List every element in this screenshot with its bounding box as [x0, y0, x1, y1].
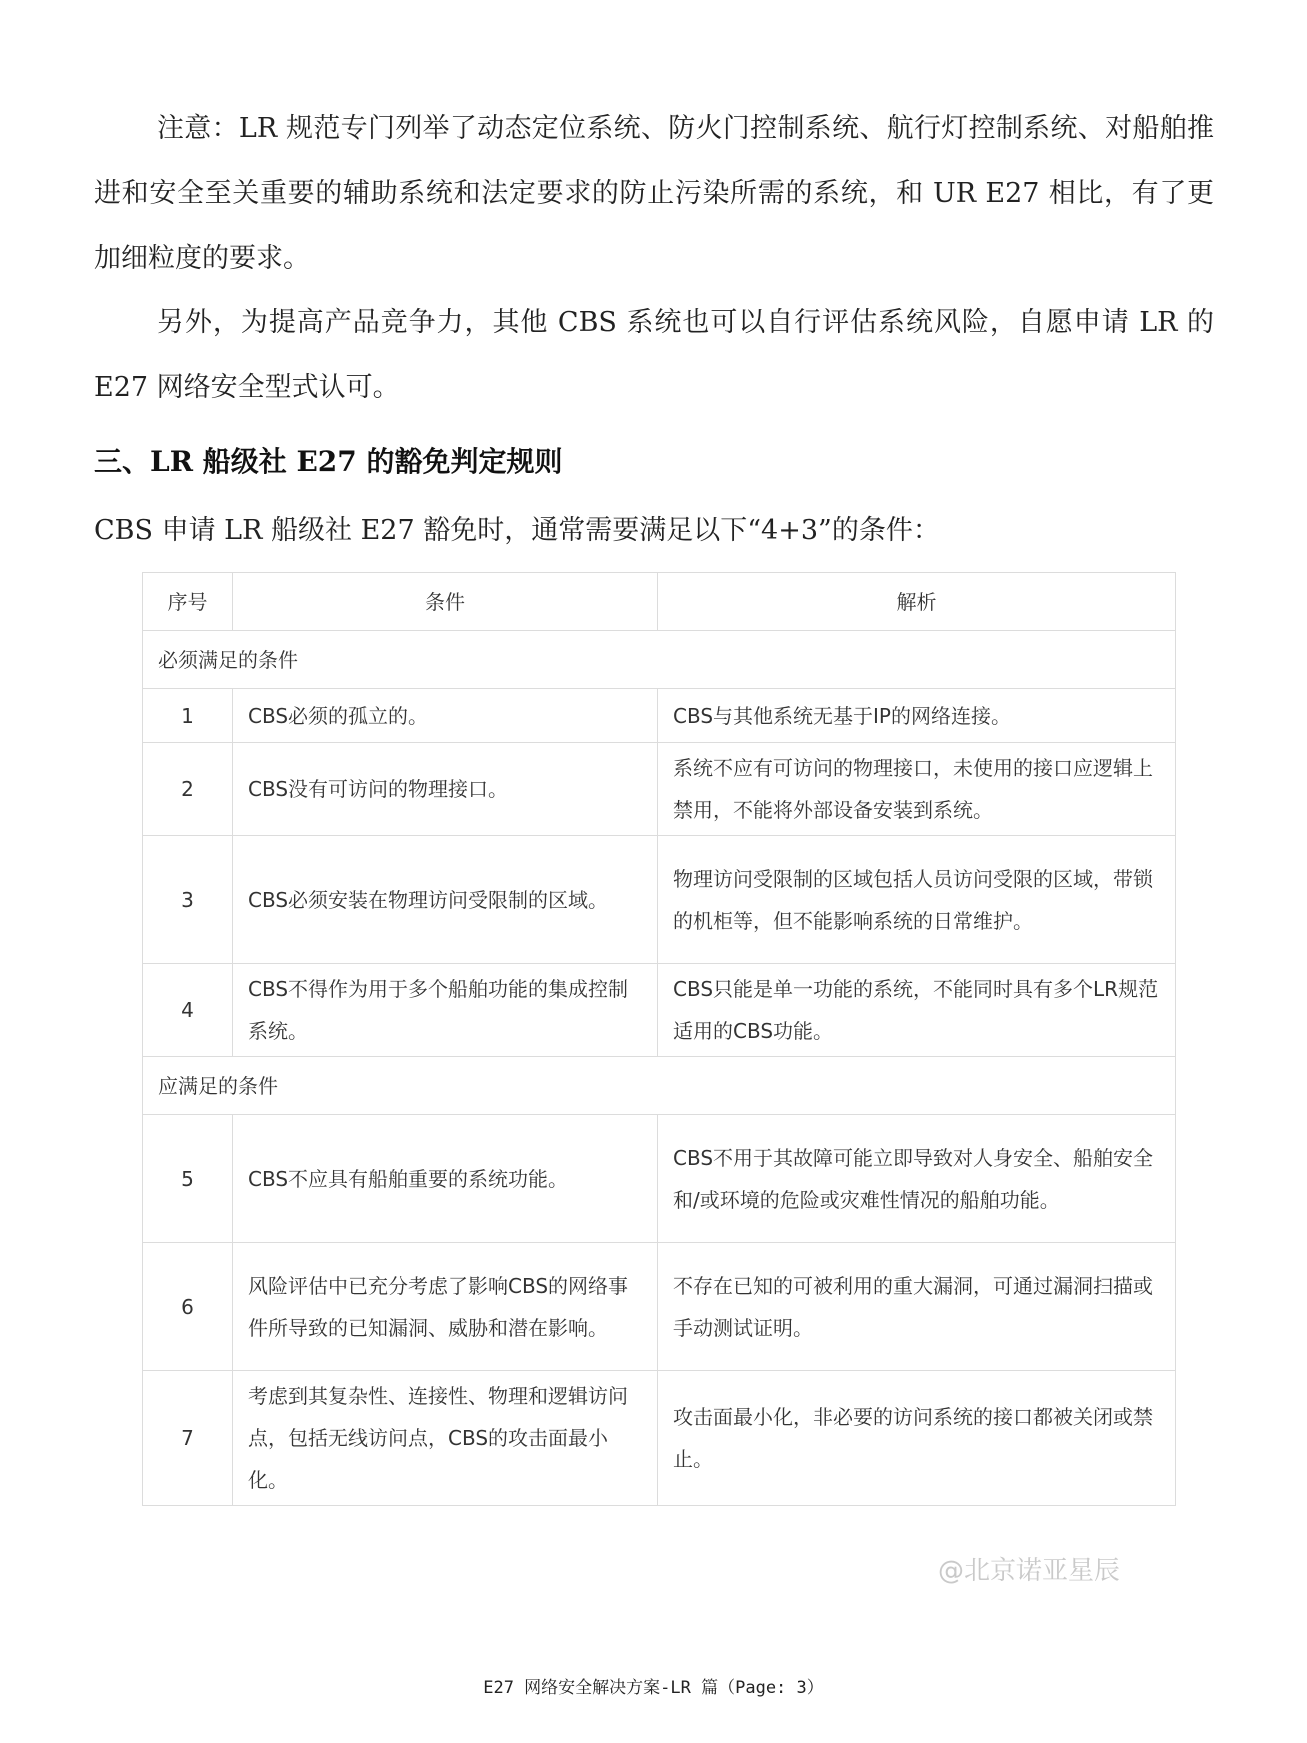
table-row [143, 1243, 1176, 1371]
note-paragraph: 注意：LR 规范专门列举了动态定位系统、防火门控制系统、航行灯控制系统、对船舶推进和安全至关重要的辅助系统和法定要求的防止污染所需的系统，和 UR E27 相比，有了更加细粒度的要求。 [94, 113, 1214, 274]
other-paragraph: 另外，为提高产品竞争力，其他 CBS 系统也可以自行评估系统风险，自愿申请 LR 的 E27 网络安全型式认可。 [94, 307, 1214, 403]
table-row [143, 836, 1176, 964]
table-row [143, 743, 1176, 836]
row-condition: 风险评估中已充分考虑了影响CBS的网络事件所导致的已知漏洞、威胁和潜在影响。 [233, 1243, 658, 1371]
table-row [143, 964, 1176, 1057]
table-row [143, 689, 1176, 743]
row-condition: CBS没有可访问的物理接口。 [233, 743, 658, 836]
row-number: 3 [143, 836, 233, 964]
row-condition: CBS不得作为用于多个船舶功能的集成控制系统。 [233, 964, 658, 1057]
header-number: 序号 [143, 573, 233, 631]
row-condition: CBS不应具有船舶重要的系统功能。 [233, 1115, 658, 1243]
header-condition: 条件 [233, 573, 658, 631]
row-condition: CBS必须的孤立的。 [233, 689, 658, 743]
row-analysis: 不存在已知的可被利用的重大漏洞，可通过漏洞扫描或手动测试证明。 [658, 1243, 1176, 1371]
table-header-row [143, 573, 1176, 631]
section-intro: CBS 申请 LR 船级社 E27 豁免时，通常需要满足以下“4+3”的条件： [94, 515, 940, 546]
row-number: 4 [143, 964, 233, 1057]
row-analysis: 攻击面最小化，非必要的访问系统的接口都被关闭或禁止。 [658, 1371, 1176, 1506]
row-analysis: CBS只能是单一功能的系统，不能同时具有多个LR规范适用的CBS功能。 [658, 964, 1176, 1057]
row-analysis: 物理访问受限制的区域包括人员访问受限的区域，带锁的机柜等，但不能影响系统的日常维护。 [658, 836, 1176, 964]
table-row [143, 1115, 1176, 1243]
row-analysis: 系统不应有可访问的物理接口，未使用的接口应逻辑上禁用，不能将外部设备安装到系统。 [658, 743, 1176, 836]
page-footer: E27 网络安全解决方案-LR 篇（Page: 3） [483, 1678, 824, 1698]
row-number: 5 [143, 1115, 233, 1243]
group-label: 应满足的条件 [143, 1057, 1176, 1115]
conditions-table [142, 572, 1176, 1506]
row-analysis: CBS不用于其故障可能立即导致对人身安全、船舶安全和/或环境的危险或灾难性情况的船舶功能。 [658, 1115, 1176, 1243]
group-row-should [143, 1057, 1176, 1115]
group-row-required [143, 631, 1176, 689]
header-analysis: 解析 [658, 573, 1176, 631]
row-condition: 考虑到其复杂性、连接性、物理和逻辑访问点，包括无线访问点，CBS的攻击面最小化。 [233, 1371, 658, 1506]
watermark: @北京诺亚星辰 [938, 1556, 1121, 1586]
row-number: 1 [143, 689, 233, 743]
row-analysis: CBS与其他系统无基于IP的网络连接。 [658, 689, 1176, 743]
group-label: 必须满足的条件 [143, 631, 1176, 689]
section-heading: 三、LR 船级社 E27 的豁免判定规则 [94, 445, 563, 478]
row-number: 6 [143, 1243, 233, 1371]
row-number: 7 [143, 1371, 233, 1506]
row-condition: CBS必须安装在物理访问受限制的区域。 [233, 836, 658, 964]
row-number: 2 [143, 743, 233, 836]
table-row [143, 1371, 1176, 1506]
